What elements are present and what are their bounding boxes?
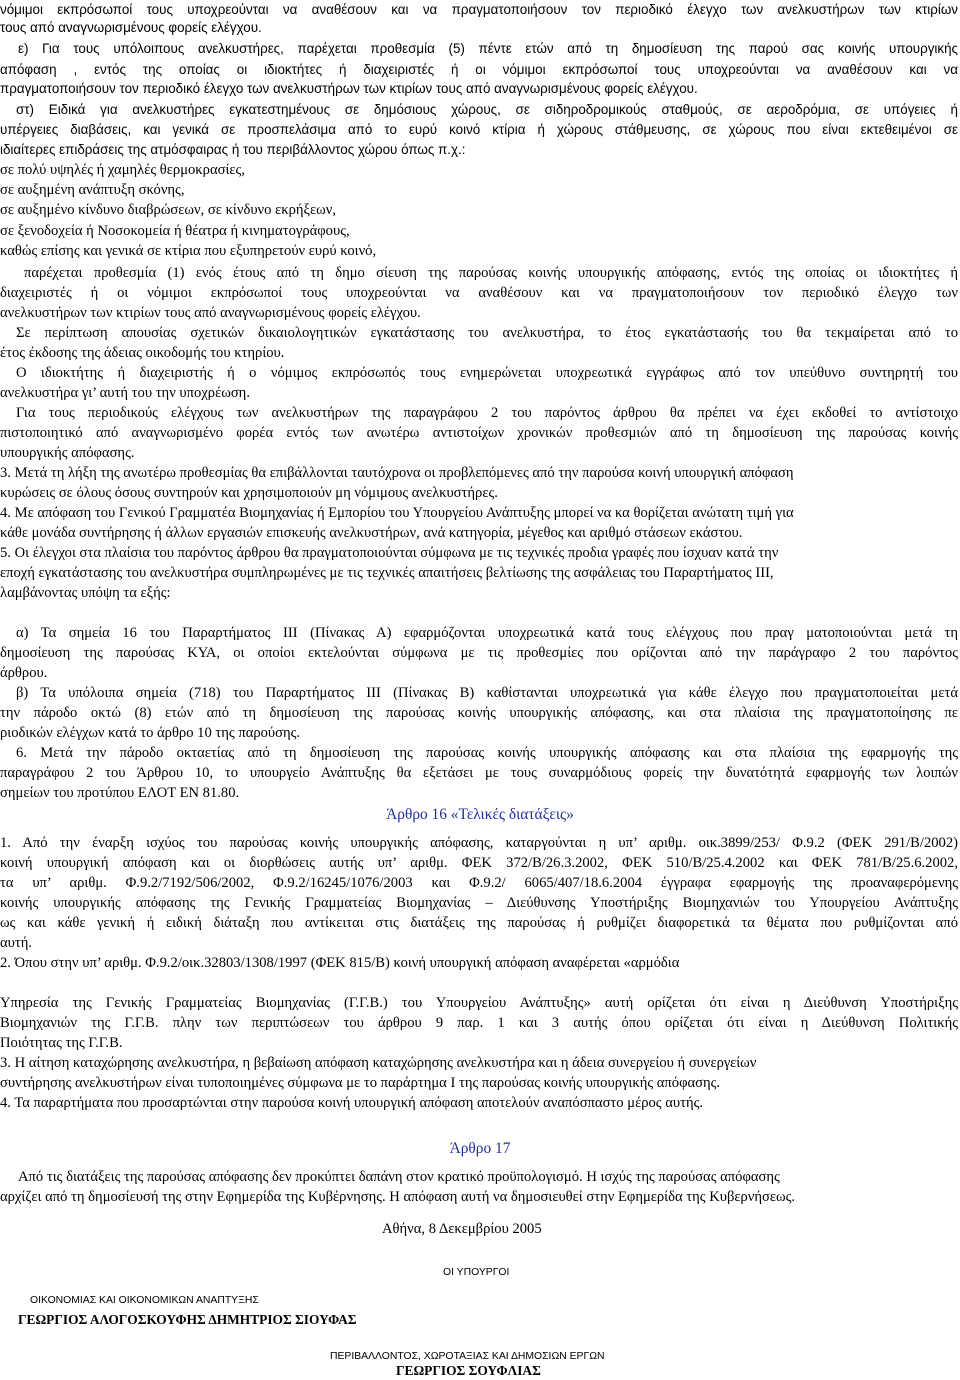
text-line: κοινής υπουργικής απόφασης της Γενικής Γραμματείας Βιομηχανίας – Διεύθυνσης Υποστήριξης Βιομηχανιών του Υπουργείου Ανάπτυξης xyxy=(0,895,958,911)
text-line: στ) Ειδικά για ανελκυστήρες εγκατεστημένους σε δημόσιους χώρους, σε σιδηροδρομικούς σταθμούς, σε αεροδρόμια, σε υπόγειες ή xyxy=(16,102,958,117)
text-line: Σε περίπτωση απουσίας σχετικών δικαιολογητικών εγκατάστασης του ανελκυστήρα, το έτος εγκατάστασής του θα τεκμαίρεται από το xyxy=(16,325,958,341)
text-line: άρθρου. xyxy=(0,665,48,681)
text-line: σε ξενοδοχεία ή Νοσοκομεία ή θέατρα ή κινηματογράφους, xyxy=(0,223,350,239)
signatory-name: ΓΕΩΡΓΙΟΣ ΣΟΥΦΛΙΑΣ xyxy=(396,1363,541,1378)
text-line: 1. Από την έναρξη ισχύος του παρούσας κοινής υπουργικής απόφασης, καταργούνται η υπ’ αριθμ. οικ.3899/253/ Φ.9.2 (ΦΕΚ 291/Β/2002) xyxy=(0,835,958,851)
signatories-names: ΓΕΩΡΓΙΟΣ ΑΛΟΓΟΣΚΟΥΦΗΣ ΔΗΜΗΤΡΙΟΣ ΣΙΟΥΦΑΣ xyxy=(18,1312,357,1327)
text-line: δημοσίευση της παρούσας ΚΥΑ, οι οποίοι εκτελούνται σύμφωνα με τις προθεσμίες που ορίζονται από την παράγραφο 2 του παρόντος xyxy=(0,645,958,661)
text-line: ανελκυστήρα γι’ αυτή του την υποχρέωση. xyxy=(0,385,250,401)
text-line: υπουργικής απόφασης. xyxy=(0,445,135,461)
text-line: κάθε μονάδα συντήρησης ή άλλων εργασιών επισκευής ανελκυστήρων, ανά κατηγορία, μέγεθος και αριθμό στάσεων εκάστου. xyxy=(0,525,743,541)
text-line: παραγράφου 2 του Άρθρου 10, το υπουργείο Ανάπτυξης θα εξετάσει με τους συναρμόδιους φορείς την δυνατότητά εφαρμογής των λοιπών xyxy=(0,765,958,781)
ministry-label: ΠΕΡΙΒΑΛΛΟΝΤΟΣ, ΧΩΡΟΤΑΞΙΑΣ ΚΑΙ ΔΗΜΟΣΙΩΝ ΕΡΓΩΝ xyxy=(330,1351,605,1362)
text-line: ιδιαίτερες επιδράσεις της ατμόσφαιρας ή του περιβάλλοντος χώρου όπως π.χ.: xyxy=(0,142,466,157)
text-line: υπέργειες διαβάσεις, και γενικά σε προσπελάσιμα από το ευρύ κοινό κτίρια ή χώρους στάθμευσης, σε χώρους που είναι εκτεθειμένοι σε xyxy=(0,122,958,137)
text-line: ως και κάθε γενική ή ειδική διάταξη που αντίκειται στις διατάξεις της παρούσας ή ρυθμίζει διαφορετικά τα θέματα που ρυθμίζονται από xyxy=(0,915,958,931)
text-line: απόφαση , εντός της οποίας οι ιδιοκτήτες ή διαχειριστές ή οι νόμιμοι εκπρόσωποί τους υποχρεούνται να αναθέσουν και να xyxy=(0,62,958,77)
text-line: τους από αναγνωρισμένους φορείς ελέγχου. xyxy=(0,20,262,35)
signing-date: Αθήνα, 8 Δεκεμβρίου 2005 xyxy=(382,1221,542,1237)
text-line: σε αυξημένη ανάπτυξη σκόνης, xyxy=(0,182,185,198)
text-line: 4. Τα παραρτήματα που προσαρτώνται στην παρούσα κοινή υπουργική απόφαση αποτελούν αναπόσπαστο μέρος αυτής. xyxy=(0,1095,704,1111)
text-line: την πάροδο οκτώ (8) ετών από τη δημοσίευση της παρούσας κοινής υπουργικής απόφασης, και στα πλαίσια της πραγματοποίησης πε xyxy=(0,705,958,721)
text-line: 6. Μετά την πάροδο οκταετίας από τη δημοσίευση της παρούσας κοινής υπουργικής απόφασης και στα πλαίσια της εφαρμογής της xyxy=(16,745,958,761)
text-line: α) Τα σημεία 16 του Παραρτήματος ΙΙΙ (Πίνακας Α) εφαρμόζονται υποχρεωτικά κατά τους ελέγχους που πραγ ματοποιούνται μετά τη xyxy=(16,625,958,641)
text-line: ανελκυστήρων των κτιρίων τους από αναγνωρισμένους φορείς ελέγχου. xyxy=(0,305,421,321)
ministers-label: ΟΙ ΥΠΟΥΡΓΟΙ xyxy=(443,1267,510,1278)
text-line: Ποιότητας της Γ.Γ.Β. xyxy=(0,1035,123,1051)
text-line: νόμιμοι εκπρόσωποί τους υποχρεούνται να αναθέσουν και να πραγματοποιήσουν τον περιοδικό έλεγχο των ανελκυστήρων των κτιρίων xyxy=(0,2,958,17)
article-17-heading: Άρθρο 17 xyxy=(449,1140,511,1157)
text-line: β) Τα υπόλοιπα σημεία (718) του Παραρτήματος ΙΙΙ (Πίνακας Β) καθίστανται υποχρεωτικά για κάθε έλεγχο που πραγματοποιείται μετά xyxy=(16,685,958,701)
text-line: 5. Οι έλεγχοι στα πλαίσια του παρόντος άρθρου θα πραγματοποιούνται σύμφωνα με τις τεχνικές προδια γραφές που ίσχυαν κατά την xyxy=(0,545,779,561)
text-line: παρέχεται προθεσμία (1) ενός έτους από τη δημο σίευση της παρούσας κοινής υπουργικής απόφασης, εντός της οποίας οι ιδιοκτήτες ή xyxy=(24,265,958,281)
text-line: κοινή υπουργική απόφαση και οι διορθώσεις αυτής υπ’ αριθμ. ΦΕΚ 372/Β/26.3.2002, ΦΕΚ 510/Β/25.4.2002 και ΦΕΚ 781/Β/25.6.2002, xyxy=(0,855,958,871)
text-line: αυτή. xyxy=(0,935,33,951)
text-line: 3. Η αίτηση καταχώρησης ανελκυστήρα, η βεβαίωση απόφαση καταχώρησης ανελκυστήρα και η άδεια συνεργείου ή συνεργείων xyxy=(0,1055,757,1071)
text-line: ριοδικών ελέγχων κατά το άρθρο 10 της παρούσης. xyxy=(0,725,301,741)
text-line: ε) Για τους υπόλοιπους ανελκυστήρες, παρέχεται προθεσμία (5) πέντε ετών από τη δημοσίευση της παρού σας κοινής υπουργικής xyxy=(18,41,958,56)
ministry-label: ΟΙΚΟΝΟΜΙΑΣ ΚΑΙ ΟΙΚΟΝΟΜΙΚΩΝ ΑΝΑΠΤΥΞΗΣ xyxy=(30,1295,259,1306)
text-line: Υπηρεσία της Γενικής Γραμματείας Βιομηχανίας (Γ.Γ.Β.) του Υπουργείου Ανάπτυξης» αυτή ορίζεται ότι είναι η Διεύθυνση Υποστήριξης xyxy=(0,995,958,1011)
text-line: σημείων του προτύπου ΕΛΟΤ ΕΝ 81.80. xyxy=(0,785,240,801)
text-line: λαμβάνοντας υπόψη τα εξής: xyxy=(0,585,171,601)
text-line: αρχίζει από τη δημοσίευσή της στην Εφημερίδα της Κυβέρνησης. Η απόφαση αυτή να δημοσιευθεί στην Εφημερίδα της Κυβερνήσεως. xyxy=(0,1189,796,1205)
text-line: Για τους περιοδικούς ελέγχους των ανελκυστήρων της παραγράφου 2 του παρόντος άρθρου θα πρέπει να έχει εκδοθεί το αντίστοιχο xyxy=(16,405,958,421)
text-line: Ο ιδιοκτήτης ή διαχειριστής ή ο νόμιμος εκπρόσωπός τους ενημερώνεται υποχρεωτικά εγγράφως από τον υπεύθυνο συντηρητή του xyxy=(16,365,958,381)
text-line: 3. Μετά τη λήξη της ανωτέρω προθεσμίας θα επιβάλλονται ταυτόχρονα οι προβλεπόμενες από την παρούσα κοινή υπουργική απόφαση xyxy=(0,465,794,481)
text-line: τα υπ’ αριθμ. Φ.9.2/7192/506/2002, Φ.9.2/16245/1076/2003 και Φ.9.2/ 6065/407/18.6.2004 έγγραφα εφαρμογής της προαναφερόμενης xyxy=(0,875,958,891)
text-line: συντήρησης ανελκυστήρων είναι τυποποιημένες σύμφωνα με το παράρτημα Ι της παρούσας κοινής υπουργικής απόφασης. xyxy=(0,1075,721,1091)
text-line: πραγματοποιήσουν τον περιοδικό έλεγχο των ανελκυστήρων των κτιρίων τους από αναγνωρισμένους φορείς ελέγχου. xyxy=(0,81,698,96)
text-line: 4. Με απόφαση του Γενικού Γραμματέα Βιομηχανίας ή Εμπορίου του Υπουργείου Ανάπτυξης μπορεί να κα θορίζεται ανώτατη τιμή για xyxy=(0,505,794,521)
text-line: διαχειριστές ή οι νόμιμοι εκπρόσωποί τους υποχρεούνται να αναθέσουν και να πραγματοποιήσουν τον περιοδικό έλεγχο των xyxy=(0,285,958,301)
text-line: 2. Όπου στην υπ’ αριθμ. Φ.9.2/οικ.32803/1308/1997 (ΦΕΚ 815/Β) κοινή υπουργική απόφαση αναφέρεται «αρμόδια xyxy=(0,955,680,971)
article-16-heading: Άρθρο 16 «Τελικές διατάξεις» xyxy=(386,806,574,823)
text-line: Βιομηχανιών της Γ.Γ.Β. πλην των περιπτώσεων του άρθρου 9 παρ. 1 και 3 αυτής όπου ορίζεται ότι είναι η Διεύθυνση Πολιτικής xyxy=(0,1015,958,1031)
text-line: έτος έκδοσης της άδειας οικοδομής του κτηρίου. xyxy=(0,345,285,361)
text-line: σε πολύ υψηλές ή χαμηλές θερμοκρασίες, xyxy=(0,162,245,178)
text-line: εποχή εγκατάστασης του ανελκυστήρα συμπληρωμένες με τις τεχνικές απαιτήσεις βελτίωσης της ασφάλειας του Παραρτήματος ΙΙΙ, xyxy=(0,565,774,581)
text-line: Από τις διατάξεις της παρούσας απόφασης δεν προκύπτει δαπάνη στον κρατικό προϋπολογισμό. Η ισχύς της παρούσας απόφασης xyxy=(18,1169,780,1185)
text-line: πιστοποιητικό από αναγνωρισμένο φορέα εντός των ανωτέρω αντιστοίχων χρονικών προθεσμιών από τη δημοσίευση της παρούσας κοινής xyxy=(0,425,958,441)
text-line: σε αυξημένο κίνδυνο διαβρώσεων, σε κίνδυνο εκρήξεων, xyxy=(0,202,336,218)
text-line: καθώς επίσης και γενικά σε κτίρια που εξυπηρετούν ευρύ κοινό, xyxy=(0,243,377,259)
text-line: κυρώσεις σε όλους όσους συντηρούν και χρησιμοποιούν μη νόμιμους ανελκυστήρες. xyxy=(0,485,498,501)
